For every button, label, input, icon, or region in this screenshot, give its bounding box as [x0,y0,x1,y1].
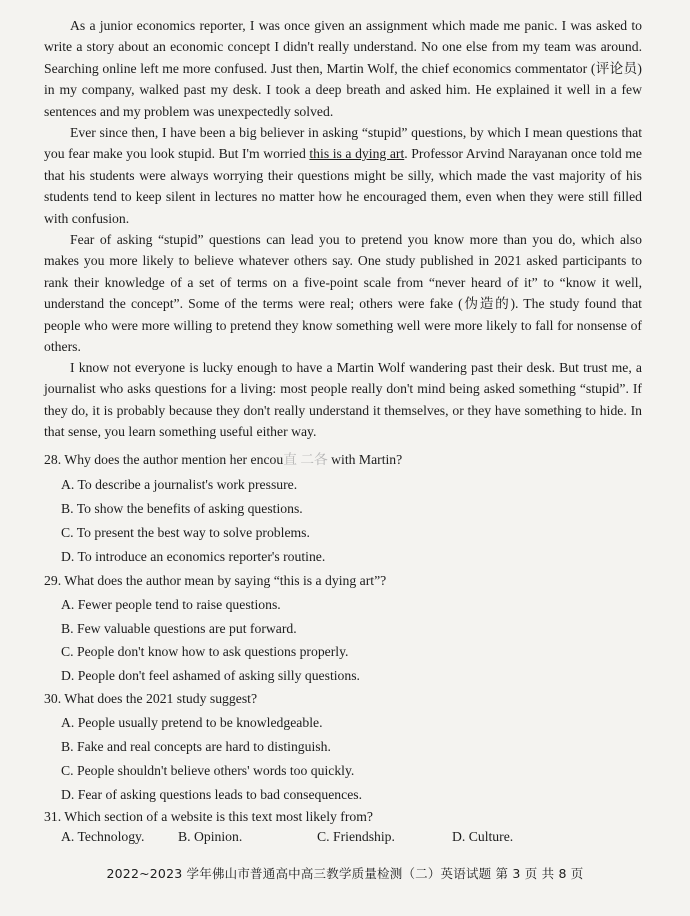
question-28-stem-end: with Martin? [327,452,403,467]
passage-paragraph-4: I know not everyone is lucky enough to have a Martin Wolf wandering past their desk. But trust me, a journalist who asks questions for a living: most people really don't mind being asked something “stupid”. If they do, it is probably because they don't really understand it themselves, or they have something to hide. In that sense, you learn something useful either way. [44,360,642,440]
question-28-stem [44,450,644,470]
question-28-stem-start: 28. Why does the author mention her encou [44,452,284,467]
paragraph-2-text-start: Ever since then, I have been a big believer in asking “stupid” questions, by which I mean questions that you fear make you look stupid. But I'm worried [44,125,642,162]
question-29-option-b: B. Few valuable questions are put forward. [61,621,297,636]
question-31-options [61,829,621,849]
question-29-option-a: A. Fewer people tend to raise questions. [61,597,281,612]
question-28-option-c: C. To present the best way to solve problems. [61,525,310,540]
question-31-stem: 31. Which section of a website is this text most likely from? [44,809,373,824]
page-footer: 2022~2023 学年佛山市普通高中高三教学质量检测（二）英语试题 第 3 页 共 8 页 [106,866,584,881]
passage-paragraph-1: As a junior economics reporter, I was once given an assignment which made me panic. I was asked to write a story about an economic concept I didn't really understand. No one else from my team was around. Searching online left me more confused. Just then, Martin Wolf, the chief economics commentator (评论员) in my company, walked past my desk. I took a deep breath and asked him. He explained it well in a few sentences and my problem was unexpectedly solved. [44,18,642,119]
passage-paragraph-3: Fear of asking “stupid” questions can lead you to pretend you know more than you do, which also makes you more likely to believe whatever others say. One study published in 2021 asked participants to rank their knowledge of a set of terms on a five-point scale from “never heard of it” to “know it well, understand the concept”. Some of the terms were real; others were fake (伪造的). The study found that people who were more willing to pretend they know something well were more likely to fall for nonsense of others. [44,232,642,355]
question-30-option-d: D. Fear of asking questions leads to bad consequences. [61,787,363,802]
question-30-stem: 30. What does the 2021 study suggest? [44,691,258,706]
question-28-option-b: B. To show the benefits of asking questions. [61,501,303,516]
question-30-option-c: C. People shouldn't believe others' words too quickly. [61,763,355,778]
question-29-option-d: D. People don't feel ashamed of asking silly questions. [61,668,360,683]
question-30-option-b: B. Fake and real concepts are hard to distinguish. [61,739,331,754]
underlined-phrase: this is a dying art [309,146,405,162]
question-31-option-b: B. Opinion. [178,829,243,844]
question-31-option-c: C. Friendship. [317,829,395,844]
question-31-option-a: A. Technology. [61,829,145,844]
question-28-option-a: A. To describe a journalist's work pressure. [61,477,298,492]
question-30-option-a: A. People usually pretend to be knowledgeable. [61,715,323,730]
question-29-stem: 29. What does the author mean by saying “this is a dying art”? [44,573,387,588]
passage-paragraph-2 [44,122,642,229]
question-28-option-d: D. To introduce an economics reporter's routine. [61,549,326,564]
question-31-option-d: D. Culture. [452,829,514,844]
paragraph-2-text-end: . Professor Arvind Narayanan once told me that his students were always worrying their questions might be silly, which made the vast majority of his students tend to keep silent in lectures no matter how he encouraged them, even when they were still filled with confusion. [44,146,642,226]
watermark-text: 直 二各 [283,452,328,467]
question-29-option-c: C. People don't know how to ask questions properly. [61,644,349,659]
